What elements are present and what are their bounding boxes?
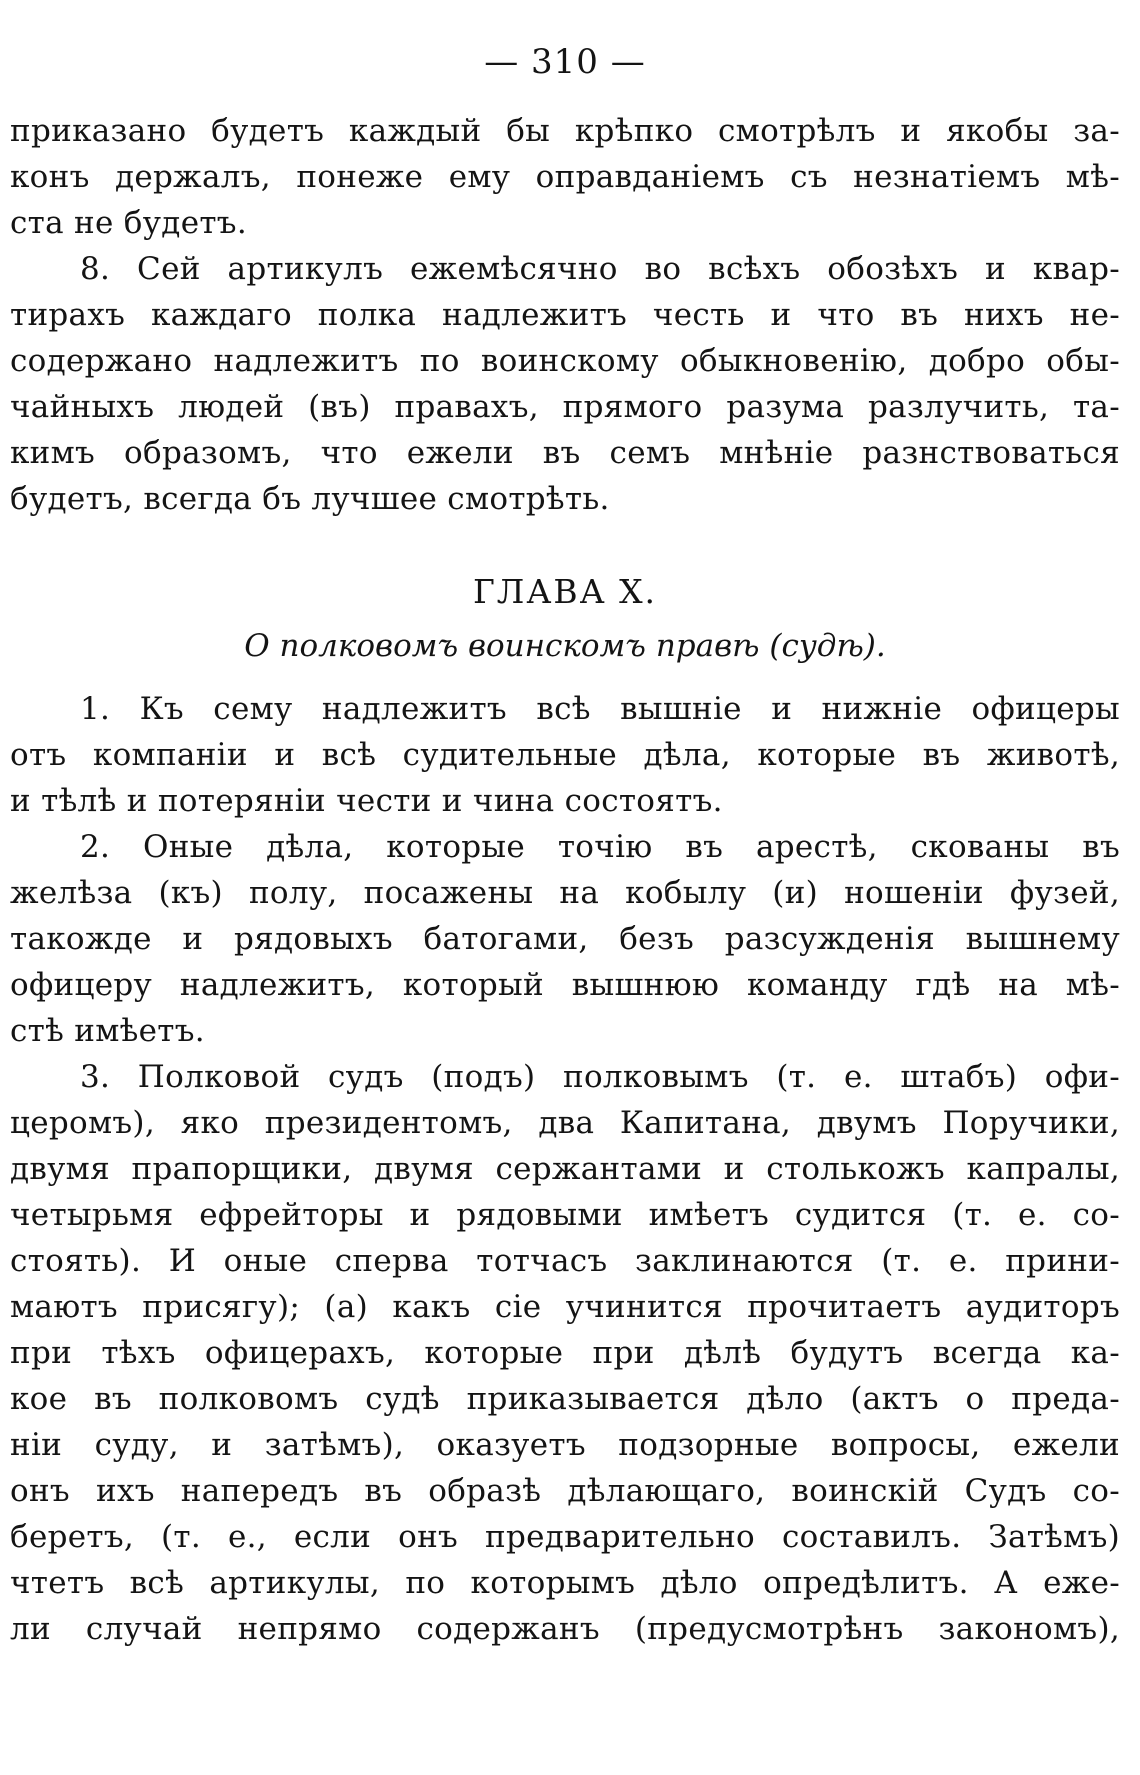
text-line: чтетъ всѣ артикулы, по которымъ дѣло опредѣлитъ. А еже-	[10, 1565, 1120, 1601]
page-number: — 310 —	[484, 42, 646, 82]
text-line: тирахъ каждаго полка надлежитъ честь и что въ нихъ не-	[10, 297, 1120, 333]
text-line: 2. Оные дѣла, которые точію въ арестѣ, скованы въ	[80, 829, 1120, 865]
chapter-subtitle: О полковомъ воинскомъ правѣ (судѣ).	[244, 628, 886, 664]
text-line: церомъ), яко президентомъ, два Капитана, двумъ Поручики,	[10, 1105, 1120, 1141]
text-line: ніи суду, и затѣмъ), оказуетъ подзорные вопросы, ежели	[10, 1427, 1120, 1463]
text-line: двумя прапорщики, двумя сержантами и столькожъ капралы,	[10, 1151, 1120, 1187]
text-line: желѣза (къ) полу, посажены на кобылу (и) ношеніи фузей,	[10, 875, 1120, 911]
text-line: офицеру надлежитъ, который вышнюю команду гдѣ на мѣ-	[10, 967, 1120, 1003]
text-line: содержано надлежитъ по воинскому обыкновенію, добро обы-	[10, 343, 1120, 379]
text-line: стоять). И оные сперва тотчасъ заклинаются (т. е. прини-	[10, 1243, 1120, 1279]
text-line: четырьмя ефрейторы и рядовыми имѣетъ судится (т. е. со-	[10, 1197, 1120, 1233]
text-line: 1. Къ сему надлежитъ всѣ вышніе и нижніе офицеры	[80, 691, 1120, 727]
text-line: и тѣлѣ и потеряніи чести и чина состоятъ.	[10, 783, 723, 819]
text-line: стѣ имѣетъ.	[10, 1013, 205, 1049]
text-line: онъ ихъ напередъ въ образѣ дѣлающаго, воинскій Судъ со-	[10, 1473, 1120, 1509]
text-line: ста не будетъ.	[10, 205, 247, 241]
text-line: отъ компаніи и всѣ судительные дѣла, которые въ животѣ,	[10, 737, 1120, 773]
text-line: 3. Полковой судъ (подъ) полковымъ (т. е. штабъ) офи-	[80, 1059, 1120, 1095]
text-line: чайныхъ людей (въ) правахъ, прямого разума разлучить, та-	[10, 389, 1120, 425]
chapter-title: ГЛАВА X.	[472, 572, 658, 611]
text-line: 8. Сей артикулъ ежемѣсячно во всѣхъ обозѣхъ и квар-	[80, 251, 1120, 287]
text-line: маютъ присягу); (а) какъ сіе учинится прочитаетъ аудиторъ	[10, 1289, 1120, 1325]
text-line: ли случай непрямо содержанъ (предусмотрѣнъ закономъ),	[10, 1611, 1120, 1647]
text-line: конъ держалъ, понеже ему оправданіемъ съ незнатіемъ мѣ-	[10, 159, 1120, 195]
text-line: кое въ полковомъ судѣ приказывается дѣло (актъ о преда-	[10, 1381, 1120, 1417]
text-line: будетъ, всегда бъ лучшее смотрѣть.	[10, 481, 610, 517]
text-line: кимъ образомъ, что ежели въ семъ мнѣніе разнствоваться	[10, 435, 1120, 471]
text-line: при тѣхъ офицерахъ, которые при дѣлѣ будутъ всегда ка-	[10, 1335, 1120, 1371]
text-line: беретъ, (т. е., если онъ предварительно составилъ. Затѣмъ)	[10, 1519, 1120, 1555]
text-line: такожде и рядовыхъ батогами, безъ разсужденія вышнему	[10, 921, 1120, 957]
text-line: приказано будетъ каждый бы крѣпко смотрѣлъ и якобы за-	[10, 113, 1120, 149]
